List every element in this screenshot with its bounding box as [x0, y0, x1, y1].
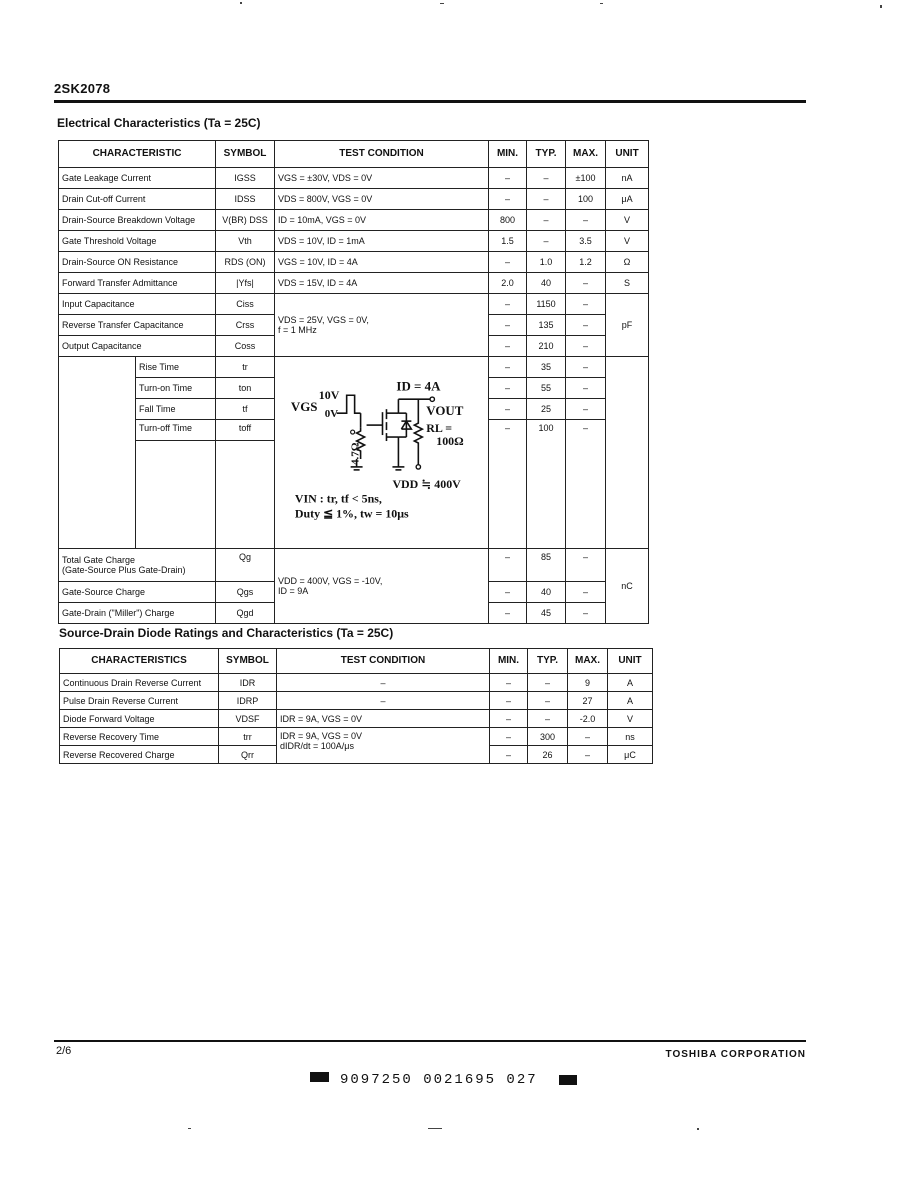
characteristic-name: Drain-Source ON Resistance — [59, 252, 216, 273]
unit-cell: nC — [606, 549, 649, 624]
max-value: – — [566, 603, 606, 624]
switching-time-label — [59, 357, 136, 549]
max-value: – — [566, 336, 606, 357]
header-min: MIN. — [489, 141, 527, 168]
symbol-cell: VDSF — [219, 710, 277, 728]
unit-cell: μC — [608, 746, 653, 764]
condition-line: f = 1 MHz — [278, 325, 317, 335]
test-condition: IDR = 9A, VGS = 0V — [277, 710, 490, 728]
condition-line: dIDR/dt = 100A/μs — [280, 741, 354, 751]
unit-cell: S — [606, 273, 649, 294]
typ-value: – — [527, 231, 566, 252]
barcode-block-left — [310, 1072, 329, 1082]
table-row — [59, 210, 649, 231]
header-condition: TEST CONDITION — [277, 649, 490, 674]
symbol-cell: Qgd — [216, 603, 275, 624]
table-row — [59, 549, 649, 582]
blank-cell — [216, 441, 275, 549]
min-value: – — [489, 336, 527, 357]
gate-charge-condition — [275, 549, 489, 624]
header-max: MAX. — [566, 141, 606, 168]
characteristic-name: Gate Threshold Voltage — [59, 231, 216, 252]
table-row — [60, 728, 653, 746]
characteristic-name: Gate-Drain ("Miller") Charge — [59, 603, 216, 624]
table-row — [59, 189, 649, 210]
name-line: Total Gate Charge — [62, 555, 136, 565]
typ-value: 1150 — [527, 294, 566, 315]
symbol-cell: IDSS — [216, 189, 275, 210]
table-row — [59, 168, 649, 189]
table-row — [59, 294, 649, 315]
min-value: – — [489, 294, 527, 315]
min-value: – — [490, 692, 528, 710]
barcode-number: 9097250 0021695 027 — [340, 1072, 538, 1088]
min-value: – — [489, 252, 527, 273]
characteristic-name: Reverse Recovered Charge — [60, 746, 219, 764]
typ-value: 210 — [527, 336, 566, 357]
max-value: – — [568, 746, 608, 764]
min-value: – — [489, 378, 527, 399]
characteristic-name: Drain Cut-off Current — [59, 189, 216, 210]
header-typ: TYP. — [527, 141, 566, 168]
min-value: – — [489, 582, 527, 603]
unit-cell: A — [608, 692, 653, 710]
rg-label: 4.7Ω — [349, 442, 362, 465]
characteristic-name: Rise Time — [136, 357, 216, 378]
unit-cell: A — [608, 674, 653, 692]
typ-value: 45 — [527, 603, 566, 624]
characteristic-name — [59, 549, 216, 582]
max-value: -2.0 — [568, 710, 608, 728]
unit-cell: Ω — [606, 252, 649, 273]
symbol-cell: Coss — [216, 336, 275, 357]
symbol-cell: Crss — [216, 315, 275, 336]
header-unit: UNIT — [608, 649, 653, 674]
test-condition: VGS = 10V, ID = 4A — [275, 252, 489, 273]
barcode-block-right — [559, 1075, 577, 1085]
typ-value: – — [528, 674, 568, 692]
characteristic-name: Reverse Recovery Time — [60, 728, 219, 746]
symbol-cell: trr — [219, 728, 277, 746]
characteristic-name: Gate Leakage Current — [59, 168, 216, 189]
typ-value: 300 — [528, 728, 568, 746]
symbol-cell: Qgs — [216, 582, 275, 603]
table-row — [59, 252, 649, 273]
symbol-cell: tf — [216, 399, 275, 420]
header-typ: TYP. — [528, 649, 568, 674]
unit-cell — [606, 357, 649, 549]
typ-value: 40 — [527, 582, 566, 603]
unit-cell: V — [608, 710, 653, 728]
rl-value: 100Ω — [436, 434, 464, 449]
max-value: – — [566, 315, 606, 336]
characteristic-name: Pulse Drain Reverse Current — [60, 692, 219, 710]
scan-speck — [240, 2, 242, 4]
max-value: – — [566, 273, 606, 294]
unit-cell: μA — [606, 189, 649, 210]
characteristic-name: Fall Time — [136, 399, 216, 420]
typ-value: – — [528, 692, 568, 710]
header-symbol: SYMBOL — [216, 141, 275, 168]
header-condition: TEST CONDITION — [275, 141, 489, 168]
test-condition: – — [277, 674, 490, 692]
symbol-cell: toff — [216, 420, 275, 441]
footer-rule — [54, 1040, 806, 1042]
header-row — [59, 141, 649, 168]
page-number: 2/6 — [56, 1045, 72, 1057]
header-rule — [54, 100, 806, 103]
symbol-cell: IDR — [219, 674, 277, 692]
diode-ratings-title: Source-Drain Diode Ratings and Characteristics (Ta = 25C) — [59, 626, 394, 640]
typ-value: 40 — [527, 273, 566, 294]
typ-value: 85 — [527, 549, 566, 582]
typ-value: 1.0 — [527, 252, 566, 273]
header-min: MIN. — [490, 649, 528, 674]
typ-value: 26 — [528, 746, 568, 764]
electrical-characteristics-table — [58, 140, 649, 624]
typ-value: – — [527, 168, 566, 189]
characteristic-name: Gate-Source Charge — [59, 582, 216, 603]
max-value: – — [566, 399, 606, 420]
max-value: 27 — [568, 692, 608, 710]
table-row — [60, 710, 653, 728]
unit-cell: V — [606, 231, 649, 252]
min-value: – — [489, 420, 527, 549]
typ-value: 135 — [527, 315, 566, 336]
max-value: – — [566, 210, 606, 231]
unit-cell: nA — [606, 168, 649, 189]
min-value: – — [489, 168, 527, 189]
electrical-characteristics-title: Electrical Characteristics (Ta = 25C) — [57, 116, 261, 130]
header-symbol: SYMBOL — [219, 649, 277, 674]
condition-line: VDS = 25V, VGS = 0V, — [278, 315, 369, 325]
max-value: – — [566, 420, 606, 549]
min-value: 1.5 — [489, 231, 527, 252]
characteristic-name: Turn-on Time — [136, 378, 216, 399]
header-row — [60, 649, 653, 674]
max-value: – — [568, 728, 608, 746]
min-value: – — [489, 549, 527, 582]
test-condition: VDS = 10V, ID = 1mA — [275, 231, 489, 252]
symbol-cell: Qg — [216, 549, 275, 582]
max-value: – — [566, 378, 606, 399]
switching-test-circuit-diagram — [275, 357, 488, 535]
characteristic-name: Output Capacitance — [59, 336, 216, 357]
capacitance-condition — [275, 294, 489, 357]
typ-value: 55 — [527, 378, 566, 399]
scan-speck — [428, 1128, 442, 1129]
min-value: – — [489, 399, 527, 420]
condition-line: VDD = 400V, VGS = -10V, — [278, 576, 383, 586]
part-number: 2SK2078 — [54, 81, 111, 96]
vgs-label: VGS — [290, 399, 318, 415]
min-value: – — [489, 189, 527, 210]
symbol-cell: Vth — [216, 231, 275, 252]
condition-line: IDR = 9A, VGS = 0V — [280, 731, 363, 741]
table-row — [59, 273, 649, 294]
test-condition: VDS = 15V, ID = 4A — [275, 273, 489, 294]
unit-cell: pF — [606, 294, 649, 357]
scan-speck — [600, 3, 603, 4]
characteristic-name: Continuous Drain Reverse Current — [60, 674, 219, 692]
characteristic-name: Drain-Source Breakdown Voltage — [59, 210, 216, 231]
name-line: (Gate-Source Plus Gate-Drain) — [62, 565, 186, 575]
max-value: – — [566, 294, 606, 315]
scan-speck — [880, 5, 882, 8]
test-condition: ID = 10mA, VGS = 0V — [275, 210, 489, 231]
min-value: – — [490, 728, 528, 746]
symbol-cell: |Yfs| — [216, 273, 275, 294]
table-row — [59, 231, 649, 252]
condition-line: ID = 9A — [278, 586, 309, 596]
symbol-cell: Ciss — [216, 294, 275, 315]
typ-value: 25 — [527, 399, 566, 420]
characteristic-name: Reverse Transfer Capacitance — [59, 315, 216, 336]
max-value: ±100 — [566, 168, 606, 189]
table-row — [59, 357, 649, 378]
max-value: 3.5 — [566, 231, 606, 252]
vout-label: VOUT — [426, 403, 464, 419]
id-label: ID = 4A — [396, 378, 441, 394]
min-value: – — [490, 746, 528, 764]
symbol-cell: IDRP — [219, 692, 277, 710]
typ-value: – — [527, 189, 566, 210]
unit-cell: V — [606, 210, 649, 231]
v10-label: 10V — [318, 388, 340, 403]
min-value: – — [489, 357, 527, 378]
scan-speck — [697, 1128, 699, 1130]
duty-note: Duty ≦ 1%, tw = 10μs — [294, 506, 409, 521]
min-value: – — [489, 603, 527, 624]
test-circuit-cell — [275, 357, 489, 549]
max-value: 1.2 — [566, 252, 606, 273]
min-value: – — [490, 674, 528, 692]
header-max: MAX. — [568, 649, 608, 674]
min-value: – — [490, 710, 528, 728]
table-row — [60, 674, 653, 692]
max-value: – — [566, 549, 606, 582]
header-characteristic: CHARACTERISTIC — [59, 141, 216, 168]
scan-speck — [188, 1128, 191, 1129]
characteristic-name: Turn-off Time — [136, 420, 216, 441]
typ-value: – — [527, 210, 566, 231]
header-characteristics: CHARACTERISTICS — [60, 649, 219, 674]
characteristic-name: Forward Transfer Admittance — [59, 273, 216, 294]
characteristic-name: Diode Forward Voltage — [60, 710, 219, 728]
typ-value: – — [528, 710, 568, 728]
symbol-cell: IGSS — [216, 168, 275, 189]
symbol-cell: ton — [216, 378, 275, 399]
min-value: 800 — [489, 210, 527, 231]
symbol-cell: V(BR) DSS — [216, 210, 275, 231]
test-condition: VGS = ±30V, VDS = 0V — [275, 168, 489, 189]
header-unit: UNIT — [606, 141, 649, 168]
recovery-condition — [277, 728, 490, 764]
min-value: – — [489, 315, 527, 336]
blank-cell — [136, 441, 216, 549]
company-name: TOSHIBA CORPORATION — [665, 1049, 806, 1060]
min-value: 2.0 — [489, 273, 527, 294]
rl-label: RL = — [426, 421, 453, 436]
max-value: – — [566, 582, 606, 603]
scan-speck — [440, 3, 444, 4]
characteristic-name: Input Capacitance — [59, 294, 216, 315]
symbol-cell: tr — [216, 357, 275, 378]
table-row — [60, 692, 653, 710]
max-value: 100 — [566, 189, 606, 210]
max-value: 9 — [568, 674, 608, 692]
max-value: – — [566, 357, 606, 378]
symbol-cell: Qrr — [219, 746, 277, 764]
vin-note: VIN : tr, tf < 5ns, — [294, 491, 382, 506]
v0-label: 0V — [324, 408, 339, 421]
unit-cell: ns — [608, 728, 653, 746]
vdd-label: VDD ≒ 400V — [392, 476, 461, 491]
typ-value: 100 — [527, 420, 566, 549]
test-condition: – — [277, 692, 490, 710]
diode-characteristics-table — [59, 648, 653, 764]
symbol-cell: RDS (ON) — [216, 252, 275, 273]
typ-value: 35 — [527, 357, 566, 378]
test-condition: VDS = 800V, VGS = 0V — [275, 189, 489, 210]
